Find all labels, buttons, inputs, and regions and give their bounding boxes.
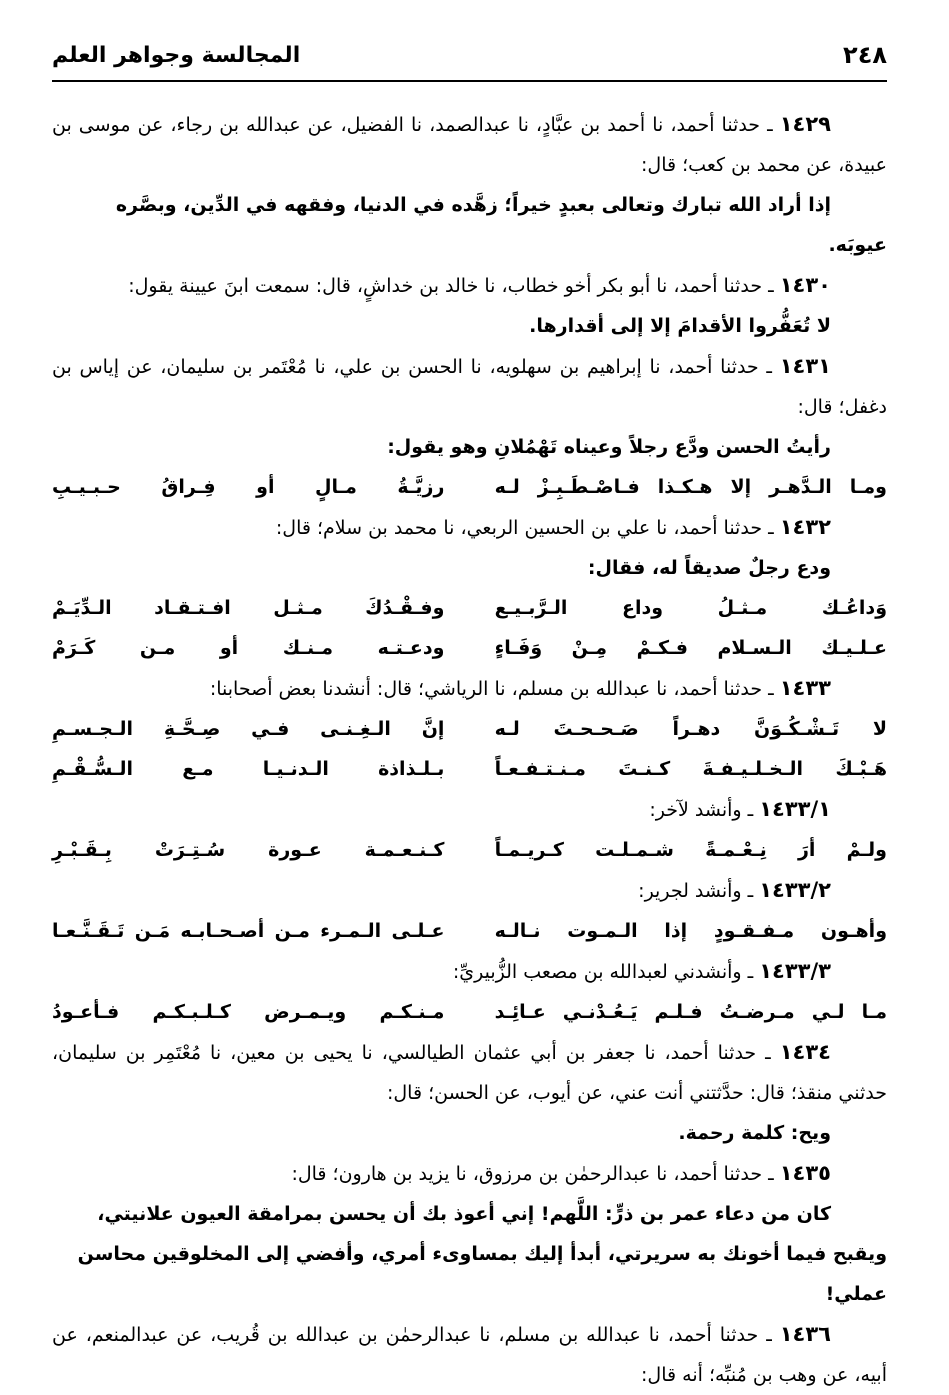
verse-second-hemistich: وفـقْـدُكَ مـثـل افـتـقـاد الـدِّيَـمْ — [52, 597, 445, 619]
hadith-text: ـ وأنشد لآخر: — [649, 799, 760, 821]
hadith-number: ١٤٣٣/١ — [759, 797, 831, 821]
hadith-text: ـ حدثنا أحمد، نا علي بن الحسين الربعي، نا محمد بن سلام؛ قال: — [275, 517, 780, 539]
verse-second-hemistich: بـلـذاذة الـدنـيـا مـع الـسُّـقْـمِ — [52, 758, 445, 780]
hadith-number: ١٤٣٣ — [779, 676, 831, 700]
poetry-verse — [52, 830, 887, 870]
verse-second-hemistich: عـلـى الـمـرء مـن أصـحـابـه مَـن تَـقَـنَّـعـا — [52, 920, 445, 942]
verse-second-hemistich: رزيَّـةُ مـالٍ أو فِـراقُ حـبـيـبِ — [52, 476, 445, 498]
verse-first-hemistich: هَـبْـكَ الـخـلـيـفـةَ كـنـتَ مـنـتـفـعـاً — [494, 758, 887, 780]
poetry-verse — [52, 749, 887, 789]
hadith-paragraph — [52, 346, 887, 427]
hadith-paragraph — [52, 951, 887, 992]
verse-first-hemistich: وَداعُـك مـثـلُ وداع الـرَّبـيـع — [494, 597, 887, 619]
page-header — [52, 30, 887, 82]
hadith-paragraph — [52, 1032, 887, 1113]
poetry-verse — [52, 911, 887, 951]
verse-first-hemistich: عـلـيـك الـسـلام فـكـمْ مِـنْ وَفَـاءٍ — [494, 637, 887, 659]
hadith-number: ١٤٣٢ — [779, 515, 831, 539]
verse-second-hemistich: مـنـكـم ويـمـرض كـلـبـكـم فـأعـودُ — [52, 1001, 445, 1023]
running-title: المجالسة وجواهر العلم — [52, 42, 301, 68]
hadith-paragraph — [52, 1314, 887, 1395]
hadith-text: ـ حدثنا أحمد، نا عبدالرحمٰن بن مرزوق، نا يزيد بن هارون؛ قال: — [291, 1163, 780, 1185]
hadith-paragraph — [52, 1153, 887, 1194]
verse-first-hemistich: لا تَـشْـكُـوَنَّ دهـراً صَـحـحـتَ لـه — [494, 718, 887, 740]
page-number: ٢٤٨ — [843, 41, 887, 69]
hadith-text: ـ وأنشد لجرير: — [638, 880, 760, 902]
hadith-text: ـ وأنشدني لعبدالله بن مصعب الزُّبيريِّ: — [452, 961, 760, 983]
saying-text: لا تُعَفُّروا الأقدامَ إلا إلى أقدارها. — [529, 315, 831, 337]
verse-second-hemistich: كـنـعـمـة عـورة سُـتِـرَتْ بِـقَـبْـرِ — [52, 839, 445, 861]
verse-first-hemistich: مـا لـي مـرضـتُ فـلـم يَـعُـدْنـي عـائِـد — [494, 1001, 887, 1023]
verse-first-hemistich: وأهـون مـفـقـودٍ إذا الـمـوت نـالـه — [494, 920, 887, 942]
saying-text: ودع رجلٌ صديقاً له، فقال: — [587, 557, 831, 579]
poetry-verse — [52, 992, 887, 1032]
page-body — [52, 104, 887, 1395]
saying-text: رأيتُ الحسن ودَّع رجلاً وعيناه تَهْمُلانِ وهو يقول: — [387, 436, 831, 458]
hadith-number: ١٤٣١ — [779, 354, 831, 378]
hadith-number: ١٤٣٣/٢ — [759, 878, 831, 902]
hadith-paragraph — [52, 870, 887, 911]
hadith-number: ١٤٢٩ — [779, 112, 831, 136]
saying-text: كان من دعاء عمر بن ذرٍّ: اللَّهم! إني أعوذ بك أن يحسن بمرامقة العيون علانيتي، ويقبح فيما أخونك به سريرتي، أبدأ إليك بمساوىء أمري، وأفضي إلى المخلوقين محاسن عملي! — [77, 1203, 887, 1305]
hadith-text: ـ حدثنا أحمد، نا جعفر بن أبي عثمان الطيالسي، نا يحيى بن معين، نا مُعْتَمِر بن سليمان، حدثني منقذ؛ قال: حدَّثتني أنت عني، عن أيوب، عن الحسن؛ قال: — [52, 1042, 887, 1104]
verse-second-hemistich: إنَّ الـغِـنـى فـي صِـحَّـةِ الـجـسـمِ — [52, 718, 445, 740]
hadith-paragraph — [52, 265, 887, 306]
poetry-verse — [52, 709, 887, 749]
hadith-number: ١٤٣٦ — [779, 1322, 831, 1346]
poetry-verse — [52, 588, 887, 628]
poetry-verse — [52, 467, 887, 507]
hadith-number: ١٤٣٣/٣ — [759, 959, 831, 983]
hadith-paragraph — [52, 507, 887, 548]
hadith-paragraph — [52, 668, 887, 709]
hadith-text: ـ حدثنا أحمد، نا أحمد بن عبَّادٍ، نا عبدالصمد، نا الفضيل، عن عبدالله بن رجاء، عن موسى بن عبيدة، عن محمد بن كعب؛ قال: — [52, 114, 887, 176]
hadith-number: ١٤٣٥ — [779, 1161, 831, 1185]
verse-first-hemistich: ولـمْ أرَ نِـعْـمـةً شـمـلـت كـريـمـاً — [494, 839, 887, 861]
hadith-text: ـ حدثنا أحمد، نا إبراهيم بن سهلويه، نا الحسن بن علي، نا مُعْتَمر بن سليمان، عن إياس بن دغفل؛ قال: — [52, 356, 887, 418]
saying-text: ويح: كلمة رحمة. — [678, 1122, 831, 1144]
hadith-text: ـ حدثنا أحمد، نا عبدالله بن مسلم، نا الرياشي؛ قال: أنشدنا بعض أصحابنا: — [209, 678, 780, 700]
hadith-text: ـ حدثنا أحمد، نا عبدالله بن مسلم، نا عبدالرحمٰن بن عبدالله بن قُريب، عن عبدالمنعم، عن أبيه، عن وهب بن مُنبِّه؛ أنه قال: — [52, 1324, 887, 1386]
saying-text: إذا أراد الله تبارك وتعالى بعبدٍ خيراً؛ زهَّده في الدنيا، وفقهه في الدِّين، وبصَّره عيوبَه. — [115, 194, 887, 256]
hadith-paragraph — [52, 104, 887, 185]
hadith-number: ١٤٣٤ — [779, 1040, 831, 1064]
poetry-verse — [52, 628, 887, 668]
verse-second-hemistich: ودعـتـه مـنـك أو مـن كَـرَمْ — [52, 637, 445, 659]
hadith-paragraph — [52, 789, 887, 830]
hadith-text: ـ حدثنا أحمد، نا أبو بكر أخو خطاب، نا خالد بن خداشٍ، قال: سمعت ابنَ عيينة يقول: — [128, 275, 780, 297]
verse-first-hemistich: ومـا الـدَّهـر إلا هـكـذا فـاصْـطَـبِـزْ لـه — [494, 476, 887, 498]
hadith-number: ١٤٣٠ — [779, 273, 831, 297]
